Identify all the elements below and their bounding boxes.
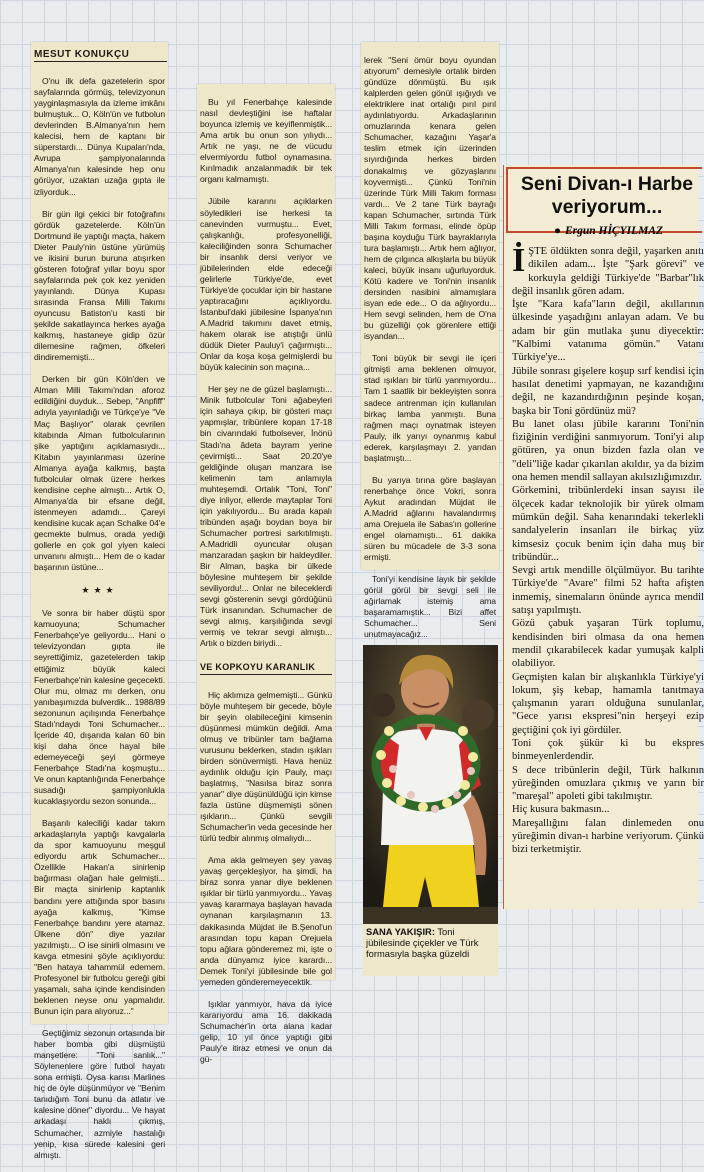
paragraph: Her şey ne de güzel başlamıştı... Minik futbolcular Toni ağabeyleri için sahaya çıkıp, bir gösteri maçı yapmışlar, tribünlere kopan 17-18 bin civarındaki futbolsever, İnönü Stadı'na âdeta bayram yerine çevirmişti... Saat 20.20'ye geldiğinde oluşan manzara ise kelimenin tam anlamıyla muhteşemdi. Ortalık "Toni, Toni" diye inliyor, ellerde maytaplar Toni için yakılıyordu... Bu arada kapalı tribünden aşağı boydan boya bir Schumacher portresi sarkıtılmıştı. A.Madridli oyuncular oluşan manzaradan şaşkın bir haldeydiler. Bir Alman, başka bir ülkede böylesine muhteşem bir şekilde seviliyordu!... Onlar ne bileceklerdi sevgi gösterenin sevgi gördüğünü Türk insanından. Schumacher de sevgi almış, karşılığında sevgi vermiş ve tekrar sevgi almıştı... Artık o bizden biriydi... bbox=[200, 384, 332, 649]
paragraph: Toni büyük bir sevgi ile içeri gitmişti ama beklenen olmuyor, stad ışıkları bir türlü yanmıyordu... Tam 1 saatlik bir bekleyişten sonra sadece antrenman için kullanılan birkaç lamba yanmıştı. Buna rağmen maçı oynatmak isteyen Pauly, ilk yarıyı oynanmış kabul ederek, karşılaşmayı 2. yarıdan başlatmıştı... bbox=[364, 353, 496, 463]
paragraph: Geçtiğimiz sezonun ortasında bir haber bomba gibi düşmüştü manşetlere: "Toni sanlık..." Söylenenlere göre futbol hayatı sona ermişti. Oysa karısı Marlines hiç de öyle düşünmüyor ve "Benim tanıdığım Toni bunu da atlatır ve kalesine döner" diyordu... Ve hayat arkadaşı haklı çıkmış, Schumacher, azmiyle hastalığı yenip, kısa sürede kalesini geri almıştı. bbox=[34, 1028, 165, 1160]
paragraph: Ama akla gelmeyen şey yavaş yavaş gerçekleşiyor, ha şimdi, ha biraz sonra yanar diye beklenen ışıklar bir türlü yanmıyordu... Yavaş yavaş kararmaya başlayan havada oynanan karşılaşmanın 13. dakikasında Müjdat ile B.Şenol'un arasından topu kapan Orejuela topu ağlara gönderemez mi, işte o anda dünyamız iyice karardı... Demek Toni'yi jübilesinde bile gol yemeden gönderemeyecektik. bbox=[200, 855, 332, 987]
schumacher-photo bbox=[363, 645, 498, 925]
caption-lead: SANA YAKIŞIR: bbox=[366, 926, 435, 937]
subheading: VE KOPKOYU KARANLIK bbox=[200, 662, 332, 675]
article-text bbox=[364, 44, 496, 652]
paragraph: Bu yıl Fenerbahçe kalesinde nasıl devleştiğini ise haftalar boyunca izlemiş ve keyiflenmiştik... Ama artık bu onun son yılıydı... Artık ne yaşı, ne de vücudu elvermiyordu futbol oynamasına. Kırılmadık anzalanmadık bir tek organı kalmamıştı. bbox=[200, 97, 332, 185]
column-1-clipping bbox=[31, 42, 168, 1160]
drop-cap: İ bbox=[512, 242, 526, 279]
column-2-clipping bbox=[197, 84, 335, 1065]
paragraph: Derken bir gün Köln'den ve Alman Milli Takımı'ndan aforoz edildiğini duyduk... Sebep, "Anpfiff" adıyla yayınladığı ve Türkçe'ye "Ve Maç Başlıyor" olarak çevrilen kitabında Alman futbolcularının şike yaptığını açıklamasıydı... Kitabın yayınlanması üzerine Almanya ayağa kalkmış, başta futbolcular olmak üzere herkes kendisine cephe almıştı... Artık O, Almanya'da bir efsane değil, istenmeyen adamdı... Çareyi kendisine kucak açan Schalke 04'e gecmekte bulmus, orada yedıği gollerle en çok gol yiyen kaleci unvanını almıştı... Hem de o kadar başarının üstüne... bbox=[34, 374, 165, 573]
article-body bbox=[512, 242, 704, 857]
photo-caption bbox=[363, 924, 498, 976]
article-text bbox=[200, 86, 332, 1076]
photo-illustration bbox=[363, 645, 498, 925]
author-name: Ergun HİÇYILMAZ bbox=[564, 225, 664, 237]
caption-text: Toni jübilesinde çiçekler ve Türk formasıyla başka güzeldi bbox=[366, 926, 479, 960]
paragraph: Jübile kararını açıklarken söyledikleri ise herkesi ta canevinden vurmuştu... Evet, çalışkanlığı, profesyonelliği, kaleciliğinden sonra Schumacher bir insanlık dersi veriyor ve jübilelerinden elde edeceği gelirlerle Türkiye'de, evet Türkiye'de çocuklar için bir hastane yaptıracağını açıklıyordu. İstanbul'daki jübilesine İspanya'nın A.Madrid takımını davet etmiş, hakem olarak ise atıştığı ünlü düdük Dieter Pauluy'i çağırmıştı... Onlar da koşa koşa gelmişlerdi bu büyük kalecinin son maçına... bbox=[200, 196, 332, 373]
paragraph: Işıklar yanmıyor, hava da iyice kararıyordu ama 16. dakikada Schumacher'in orta alana kadar gelip, 10 yıl önce yaptığı gibi Pauly'e itiraz etmesi ve onun da gü- bbox=[200, 998, 332, 1065]
byline: MESUT KONUKÇU bbox=[34, 49, 167, 62]
opinion-article bbox=[503, 165, 704, 909]
bullet-icon: ● bbox=[554, 225, 561, 237]
paragraph: Hiç aklımıza gelmemişti... Günkü böyle muhteşem bir gecede, böyle bir şeyin olabileceğini kimsenin düşünmesi mümkün değildi. Ama olmuş ve tribünler tam bağlama vurusunu beklerken, stadın ışıkları birden sönüvermişti. Hava henüz aydınlık olduğu için Pauly, maçı başlatmış, "Nasılsa biraz sonra yanar" diye düşünüldüğü için kimse fazla üstüne düşmemişti sönen ışıkların... Çünkü sevgili Schumacher'in veda gecesinde her türlü tedbir alınmış olmalıydı... bbox=[200, 689, 332, 844]
paragraph: lerek "Seni ömür boyu oyundan atıyorum" demesiyle ortalık birden gündüze dönmüştü. Bu ışık kalplerden gelen gönül ışığıydı ve elektriklere inat ortalığı pırıl pırıl aydınlatıyordu. Arkadaşlarının omuzlarında kenara gelen Schumacher, kazağını Yaşar'a teslim etmek için üzerinden sıyırdığında herkes birden donakalmış ve gözyaşlarını koyvermişti... Çünkü Toni'nin üzerinde Türk Milli Takım forması vardı... Ve 2 tane Türk bayrağı kapan Schumacher, sırtında Türk Milli Takım forması, elinde öpüp başına koyduğu Türk bayraklarıyla tura başlamıştı... Artık hem ağlıyor, hem de çılgınca alkışlarla bu büyük kaleci, büyük insanı uğurluyorduk. Kötü kadere ve Toni'nin insanlık dersinden nasibini almamışlara isyan ede ede... O da ağlıyordu... Hem sevgi selinden, hem de O'na bu güzelliği çok görenlere ettiği isyandan... bbox=[364, 55, 496, 342]
paragraph: Bir gün ilgi çekici bir fotoğrafını gördük gazetelerde. Köln'ün Dortmund ile yaptığı maçta, hakem Dieter Pauly'nin üstüne yürümüş ve ikisini burun buruna atışırken gösteren fotoğraf yıllar boyu spor sayfalarında pek çok kez yeniden yayınlandı. Dünya Kupası sırasında Fransa Milli Takımı oyuncusu Batiston'u kasti bir şekilde sakatlayınca herkes ayağa kalkmış, hastaneye gidip özür dilemesine rağmen, öfkeleri dindirememişti... bbox=[34, 208, 165, 363]
paragraph: Başarılı kaleciliği kadar takım arkadaşlarıyla yaptığı kavgalarla da spor kamuoyunu meşgul ediyordu artık Schumacher... Özellikle Hakan'a sinirlenip bağırması olağan hale gelmişti... Bir maçta sinirlenip kaptanlık bandını yere attığında spor basını ayağa kalkmış, "Kimse Fenerbahçe bandını yere atamaz. Ülkene dön" diye yazılar yazılmıştı... O ise sinirli olmasını ve kavga etmesini şöyle açıklıyordu: "Ben hataya tahammül edemem. Profesyonel bir futbolcu gereği gibi yaşamalı, saha içinde kendisinden beklenen neyse onu yapmalıdır. Bunun için para alıyoruz..." bbox=[34, 818, 165, 1016]
author-line bbox=[554, 225, 663, 237]
article-text bbox=[34, 65, 165, 1172]
article-text: ŞTE öldükten sonra değil, yaşarken anıtı dikilen adam... İşte "Şark görevi" ve korkuyla geldiği Türkiye'de "Barbar"lık değil insanlık gören adam. İşte "Kara kafa"ların değil, akıllarının ülkesinde yaşadığını anlayan adam. Ve bu adam bir gün mutlaka şunu diyecektir: "Kalbimi vatanıma gömün." Vatanı Türkiye'ye... Jübile sonrası gişelere koşup sırf kendisi için hasılat denetimi yapmayan, ne kazandığını değil, ne kazandırdığının peşinde koşan, başka bir Toni gördünüz mü? Bu lanet olası jübile kararını Toni'nin fiziğinin verdiğini sanmıyorum. Toni'yi alıp götüren, ya onun bizden fazla olan ve "deli"liğe kadar çıkarılan akıldır, ya da bizim ona hemen mendil sallayan akılsızlığımızdır. Görkemini, tribünlerdeki insan sayısı ile ölçecek kadar teknolojik bir yürek olmam mümkün değil. Saha kenarındaki tekerlekli sandalyelerin insanları ile birkaç yüz kimsesiz çocuk benim için daha muş bir tribündür... Sevgi artık mendille ölçülmüyor. Bu tarihte Türkiye'de "Avare" filmi 52 hafta afişten inmemiş, sinemaların önünde ayrıca mendil satışı yapılmıştı. Gözü çabuk yaşaran Türk toplumu, kendisinden biri olmasa da ona hemen mendil çıkarabilecek kadar yumuşak kalpli olabiliyor. Geçmişten kalan bir alışkanlıkla Türkiye'yi lokum, şiş kebap, hamamla tanıtmaya çalışmanın yararı olduğuna sunulanlar, "Gece yarısı ekspresi"nin herşeyi ezip geçtiğini çok iyi gördüler. Toni çok şükür ki bu ekspres binmeyenlerdendir. S dece tribünlerin değil, Türk halkının yüreğinden omuzlara çıkmış ve yarın bir "mareşal" apoleti gibi takılmıştır. Hiç kusura bakmasın... Mareşallığını falan dinlemeden onu yüreğimin divan-ı harbine veriyorum. Çünkü bizi terketmiştir. bbox=[512, 246, 704, 856]
paragraph: Toni'yi kendisine layık bir şekilde görül görül bir sevgi seli ile ağırlamak istemiş ama başaramamıştık... Bizi affet Schumacher... Seni unutmayacağız... bbox=[364, 574, 496, 640]
paragraph: O'nu ilk defa gazetelerin spor sayfalarında görmüş, televizyonun yayginlaşmasıyla da izleme imkânı bulmuştuk... O, Köln'ün ve futbolun devlerinden B.Almanya'nın hem kalecisi, hem de kaptanı bir süperstardı... Dünya Kupaları'nda, Avrupa şampiyonalarında Almanya'nın kalesinde hep onu görüyor, uzaktan uzağa gıpta ile izliyorduk... bbox=[34, 76, 165, 197]
headline: Seni Divan-ı Harbe veriyorum... bbox=[520, 173, 694, 218]
paragraph: Ve sonra bir haber düştü spor kamuoyuna; Schumacher Fenerbahçe'ye geliyordu... Hani o televizyondan gıpta ile seyrettiğimiz, gazetelerden takip ettiğimiz büyük kaleci Fenerbahçe'nin kalesine geçecekti. Olur mu, olmaz mı derken, onu yanıbaşımızda bulverdik... 1988/89 sezonunun açılışında Fenerbahçe Stadı'ndaydı Toni Schumacher... İçeride 40, dışarıda kalan 60 bin kişi daha önce hayal bile edemeyeceği şeyi görmeye Fenerbahçe Stadı'na koşmuştu... Ve onun kaptanlığında Fenerbahçe susadığı şampiyonlukla kucaklaşıyordu sezon sonunda... bbox=[34, 608, 165, 807]
column-3-clipping bbox=[361, 42, 499, 640]
section-separator: ★★★ bbox=[81, 585, 118, 596]
paragraph: Bu yarıya tırına göre başlayan renerbahçe önce Vokri, sonra Aykut aradından Müjdat ile A.Madrid ağlarını havalandırmış ama Orejuela ile Sabas'ın gollerine engel olamamıştı... 61 dakika süren bu mücadele de 3-3 sona ermişti. bbox=[364, 474, 496, 563]
